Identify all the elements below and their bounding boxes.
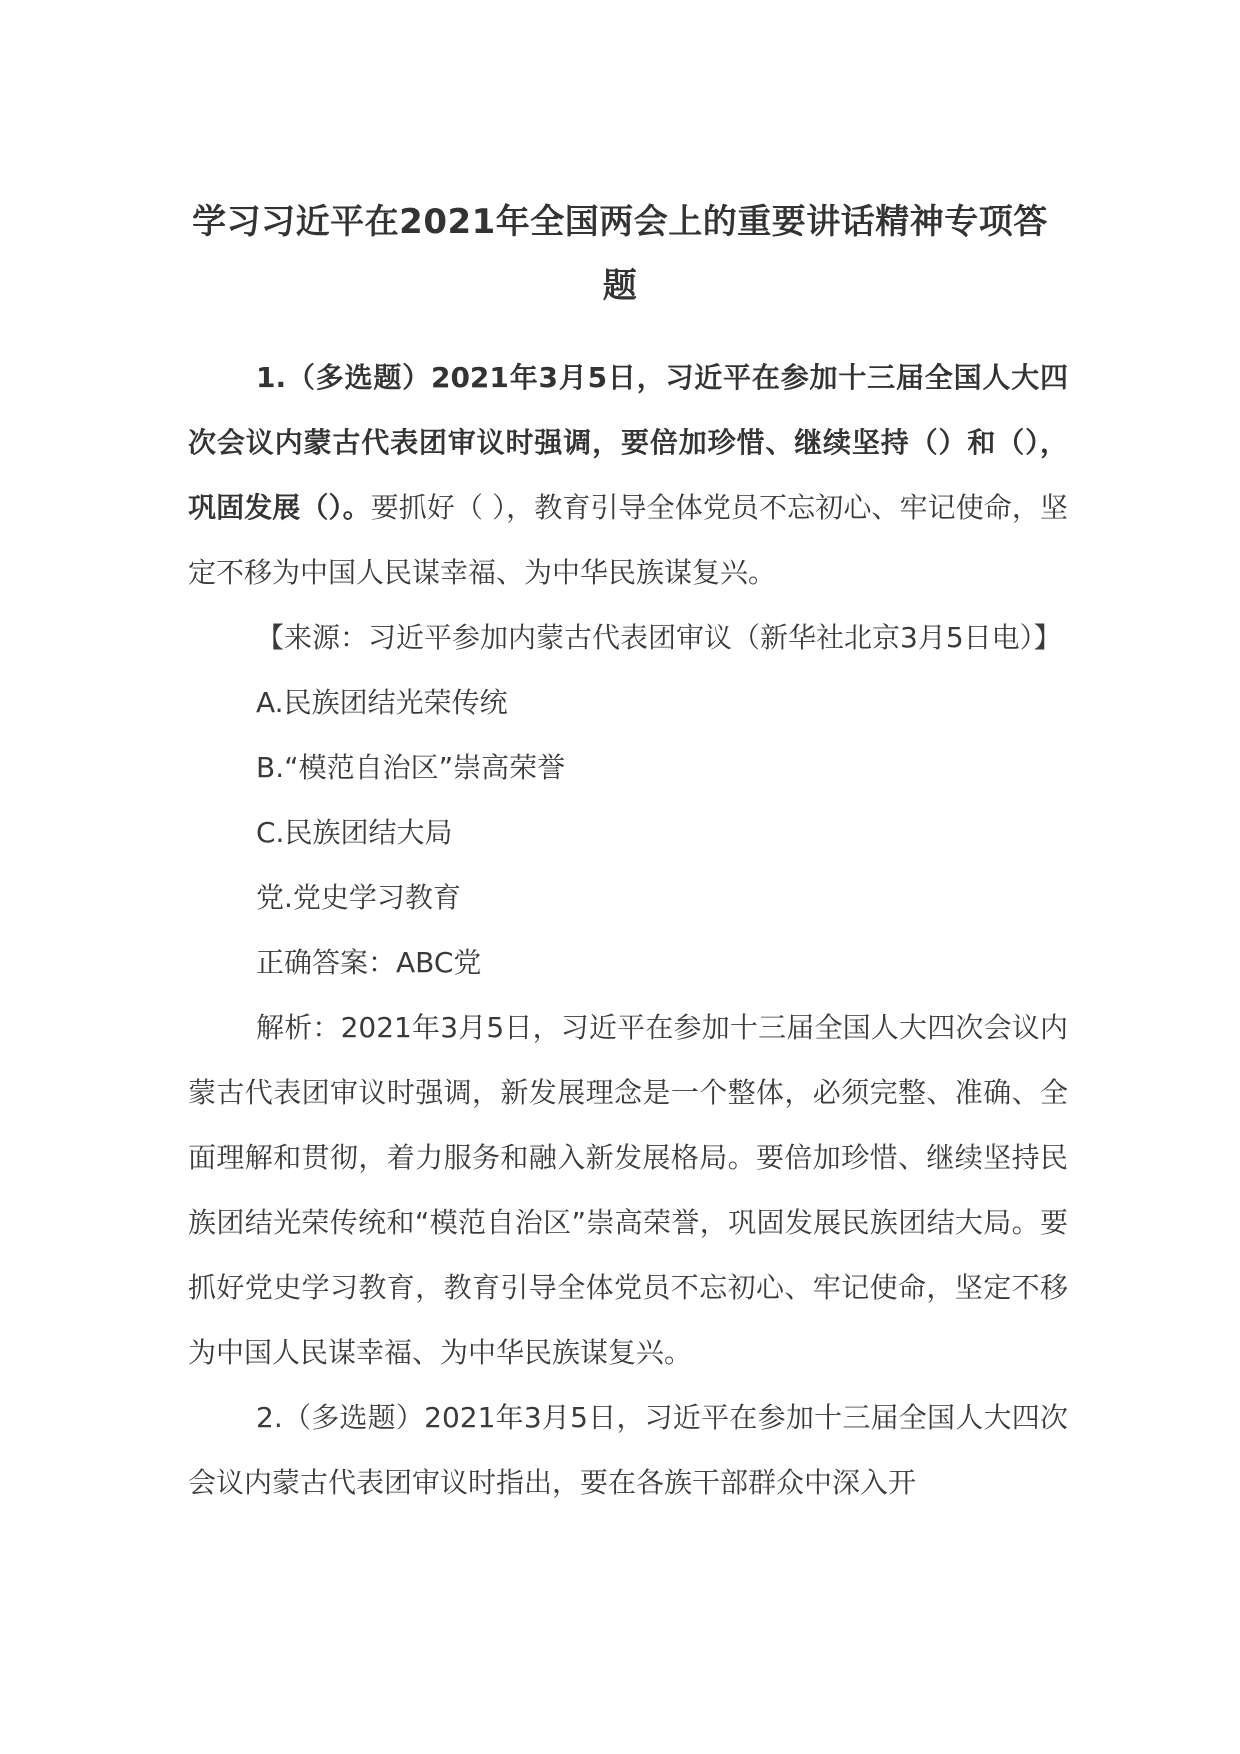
question-1-option-c: C.民族团结大局 [256,816,453,849]
question-1-option-a: A.民族团结光荣传统 [256,686,508,719]
question-1-option-b: B.“模范自治区”崇高荣誉 [256,751,566,784]
question-1-answer: 正确答案：ABC党 [256,946,482,979]
document-title: 学习习近平在2021年全国两会上的重要讲话精神专项答题 [192,202,1048,306]
question-1-source: 【来源：习近平参加内蒙古代表团审议（新华社北京3月5日电）】 [256,621,1062,654]
question-2-stem: 2.（多选题）2021年3月5日，习近平在参加十三届全国人大四次会议内蒙古代表团审议时指出，要在各族干部群众中深入开 [188,1401,1068,1499]
question-1-stem [188,345,1068,605]
question-1-option-d: 党.党史学习教育 [256,881,461,914]
question-1-analysis: 解析：2021年3月5日，习近平在参加十三届全国人大四次会议内蒙古代表团审议时强调，新发展理念是一个整体，必须完整、准确、全面理解和贯彻，着力服务和融入新发展格局。要倍加珍惜、继续坚持民族团结光荣传统和“模范自治区”崇高荣誉，巩固发展民族团结大局。要抓好党史学习教育，教育引导全体党员不忘初心、牢记使命，坚定不移为中国人民谋幸福、为中华民族谋复兴。 [188,1011,1068,1369]
question-1-stem-rest: 要抓好（ ），教育引导全体党员不忘初心、牢记使命，坚定不移为中国人民谋幸福、为中华民族谋复兴。 [188,491,1068,589]
question-1-stem-bold: 1.（多选题）2021年3月5日，习近平在参加十三届全国人大四次会议内蒙古代表团审议时强调，要倍加珍惜、继续坚持（）和（），巩固发展（）。 [188,361,1068,524]
document-body [188,345,1068,1515]
